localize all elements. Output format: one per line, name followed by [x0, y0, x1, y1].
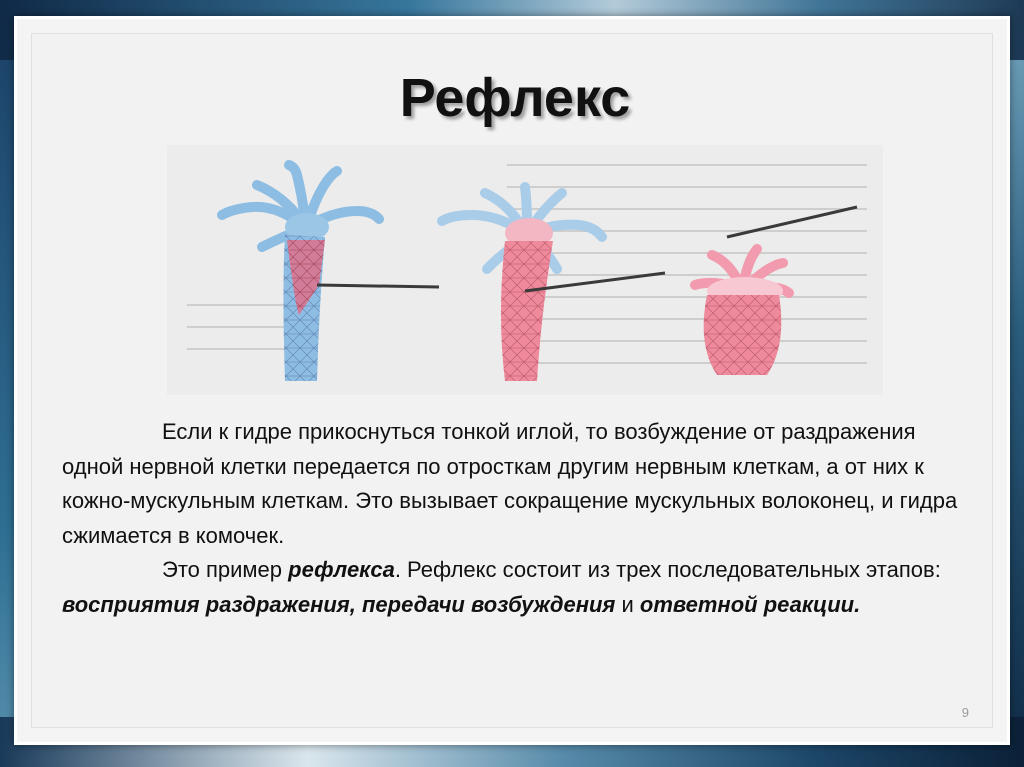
bold-term-stages: восприятия раздражения, передачи возбуждения [62, 591, 616, 617]
text-span: Это пример [162, 557, 289, 582]
slide [14, 16, 1010, 745]
page-number: 9 [961, 705, 969, 720]
needle [727, 207, 857, 237]
hydra-illustration [167, 145, 883, 395]
paragraph-2 [62, 553, 982, 622]
needle [317, 285, 439, 287]
slide-body [62, 415, 982, 622]
hydra-excited [442, 187, 857, 381]
slide-title: Рефлекс [399, 68, 631, 128]
bold-term-reflex: рефлекса [288, 557, 395, 582]
text-span: . Рефлекс состоит из трех последовательных этапов: [394, 557, 941, 582]
hydra-figure [167, 145, 883, 395]
paragraph-1: Если к гидре прикоснуться тонкой иглой, то возбуждение от раздражения одной нервной клетки передается по отросткам другим нервным клеткам, а от них к кожно-мускульным клеткам. Это вызывает сокращение мускульных волоконец, и гидра сжимается в комочек. [62, 419, 958, 548]
hydra-contracted [695, 249, 789, 375]
bold-term-response: ответной реакции. [639, 591, 861, 617]
text-span: и [615, 591, 640, 617]
